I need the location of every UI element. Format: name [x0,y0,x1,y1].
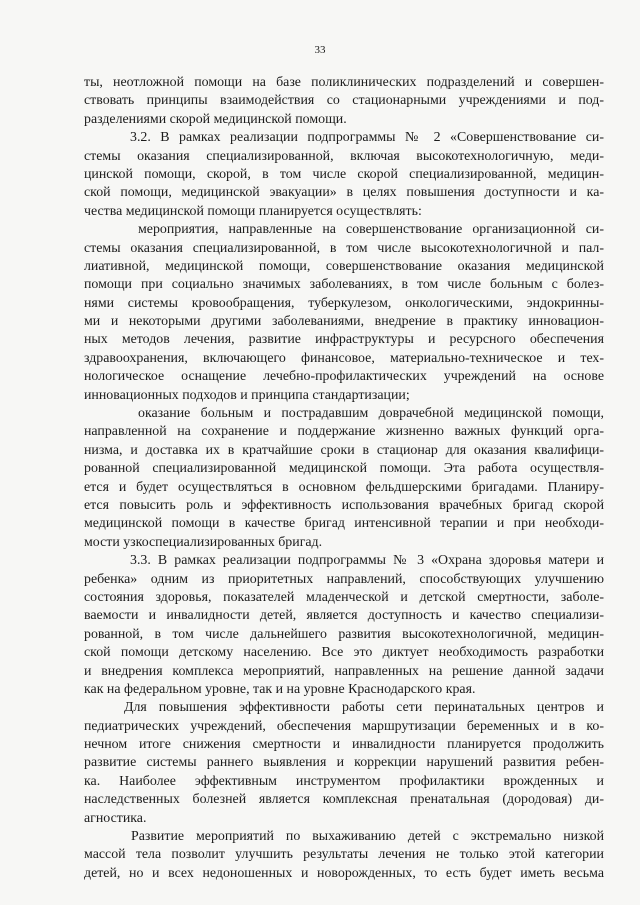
text-line: ствовать принципы взаимодействия со стационарными учреждениями и под- [84,93,604,109]
text-line: мероприятия, направленные на совершенствование организационной си- [138,222,604,238]
text-line: развитие системы раннего выявления и коррекции нарушений развития ребен- [84,755,604,771]
text-line: ется повысить роль и эффективность использования врачебных бригад скорой [84,497,604,513]
text-line: ребенка» одним из приоритетных направлений, способствующих улучшению [84,571,604,587]
text-line: инновационных подходов и принципа стандартизации; [84,387,410,403]
text-line: ской помощи, медицинской эвакуации» в целях повышения доступности и ка- [84,185,604,201]
text-line: здравоохранения, включающего финансовое, материально-техническое и тех- [84,350,604,366]
text-line: массой тела позволит улучшить результаты лечения не только этой категории [84,847,604,863]
text-line: чества медицинской помощи планируется осуществлять: [84,203,422,219]
text-line: наследственных болезней является комплексная пренатальная (дородовая) ди- [84,792,604,808]
text-line: ка. Наиболее эффективным инструментом профилактики врожденных и [84,773,604,789]
text-line: нями системы кровообращения, туберкулезом, онкологическими, эндокринны- [84,295,604,311]
text-line: направленной на сохранение и поддержание жизненно важных функций орга- [84,424,604,440]
text-line: состояния здоровья, показателей младенческой и детской смертности, заболе- [84,589,604,605]
text-line: Для повышения эффективности работы сети перинатальных центров и [124,700,604,716]
text-line: ты, неотложной помощи на базе поликлинических подразделений и совершен- [84,75,604,90]
text-line: разделениями скорой медицинской помощи. [84,111,347,127]
text-line: 3.2. В рамках реализации подпрограммы № 2 «Совершенствование си- [130,130,604,146]
text-line: стемы оказания специализированной, включая высокотехнологичную, меди- [84,148,604,164]
text-line: нечном итоге снижения смертности и инвалидности планируется продолжить [84,737,604,753]
text-line: ской помощи детскому населению. Все это диктует необходимость разработки [84,645,604,661]
text-line: детей, но и всех недоношенных и новорожденных, то есть будет иметь весьма [84,865,604,881]
text-line: лиативной, медицинской помощи, совершенствование оказания медицинской [84,258,604,274]
text-line: помощи при социально значимых заболеваниях, в том числе больным с болез- [84,277,604,293]
text-line: рованной специализированной медицинской помощи. Эта работа осуществля- [84,461,604,477]
text-line: ных методов лечения, развитие инфраструктуры и ресурсного обеспечения [84,332,604,348]
text-line: рованной, в том числе дальнейшего развития высокотехнологичной, медицин- [84,626,604,642]
text-line: и внедрения комплекса мероприятий, направленных на решение данной задачи [84,663,604,679]
text-line: как на федеральном уровне, так и на уровне Краснодарского края. [84,681,476,697]
text-line: 3.3. В рамках реализации подпрограммы № 3 «Охрана здоровья матери и [130,553,604,569]
text-line: медицинской помощи в качестве бригад интенсивной терапии и при необходи- [84,516,604,532]
page-number: 33 [314,44,326,56]
text-line: агностика. [84,810,147,826]
text-line: оказание больным и пострадавшим доврачебной медицинской помощи, [138,406,604,422]
document-body [84,74,604,883]
text-line: мости узкоспециализированных бригад. [84,534,323,550]
text-line: низма, и доставка их в кратчайшие сроки в стационар для оказания квалифици- [84,442,604,458]
text-line: ми и некоторыми другими заболеваниями, внедрение в практику инновацион- [84,314,604,330]
text-line: нологическое оснащение лечебно-профилактических учреждений на основе [84,369,604,385]
text-line: цинской помощи, скорой, в том числе скорой специализированной, медицин- [84,166,604,182]
text-line: ваемости и инвалидности детей, является доступность и качество специализи- [84,608,604,624]
text-line: педиатрических учреждений, обеспечения маршрутизации беременных и в ко- [84,718,604,734]
text-line: стемы оказания специализированной, в том числе высокотехнологичной и пал- [84,240,604,256]
text-line: Развитие мероприятий по выхаживанию детей с экстремально низкой [131,829,604,845]
text-line: ется и будет осуществляться в основном фельдшерскими бригадами. Планиру- [84,479,604,495]
